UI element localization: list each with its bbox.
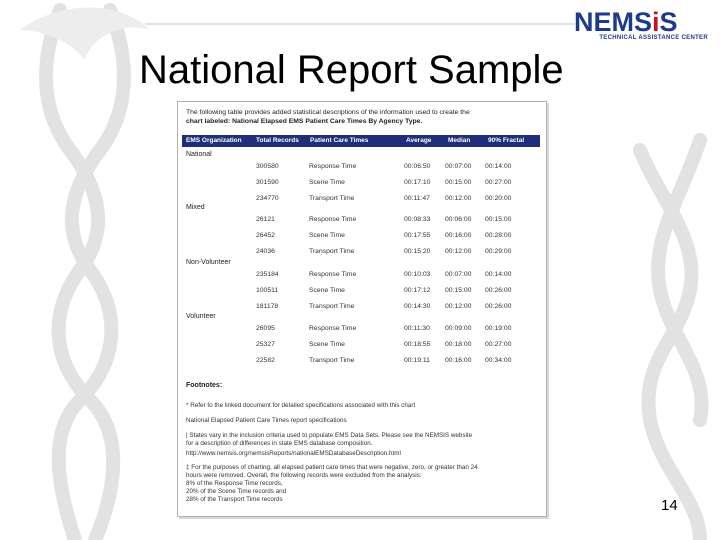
header-rule	[145, 23, 575, 25]
cell-metric: Transport Time	[309, 248, 355, 255]
footnote-dagger	[186, 432, 542, 448]
cell-metric: Response Time	[309, 163, 357, 170]
cell-records: 26452	[256, 232, 275, 239]
slide-title: National Report Sample	[139, 48, 564, 92]
cell-fractal: 00:15:00	[485, 216, 512, 223]
col-header-org: EMS Organization	[186, 137, 242, 144]
exclusion-1: 8% of the Response Time records,	[186, 480, 283, 487]
cell-average: 00:10:03	[404, 271, 431, 278]
cell-median: 00:18:00	[445, 341, 472, 348]
cell-fractal: 00:14:00	[485, 271, 512, 278]
cell-records: 301590	[256, 179, 279, 186]
cell-metric: Scene Time	[309, 287, 345, 294]
cell-average: 00:19:11	[404, 357, 430, 364]
cell-fractal: 00:26:00	[485, 303, 512, 310]
cell-fractal: 00:28:00	[485, 232, 512, 239]
cell-fractal: 00:14:00	[485, 163, 512, 170]
cell-average: 00:17:55	[404, 232, 431, 239]
cell-median: 00:09:00	[445, 325, 472, 332]
cell-average: 00:08:33	[404, 216, 431, 223]
cell-median: 00:06:00	[445, 216, 472, 223]
col-header-median: Median	[448, 137, 471, 144]
cell-metric: Scene Time	[309, 341, 345, 348]
intro-bold: chart labeled: National Elapsed EMS Patient Care Times By Agency Type.	[186, 118, 423, 125]
cell-metric: Transport Time	[309, 357, 355, 364]
group-label: National	[186, 151, 212, 158]
cell-fractal: 00:34:00	[485, 357, 512, 364]
cell-metric: Response Time	[309, 325, 357, 332]
col-header-metric: Patient Care Times	[310, 137, 369, 144]
footnote-ddagger-line-1: ‡ For the purposes of charting, all elapsed patient care times that were negative, zero, or greater than 24	[186, 464, 478, 471]
cell-metric: Transport Time	[309, 303, 355, 310]
cell-median: 00:07:00	[445, 163, 472, 170]
footnote-dagger-line-1: | States vary in the inclusion criteria used to populate EMS Data Sets. Please see the NEMSIS website	[186, 432, 473, 439]
footnotes-heading: Footnotes:	[186, 382, 223, 389]
cell-median: 00:12:00	[445, 195, 472, 202]
footnote-ddagger-line-2: hours were removed. Overall, the following records were excluded from the analysis:	[186, 472, 422, 479]
cell-fractal: 00:27:00	[485, 179, 512, 186]
page-number: 14	[661, 497, 678, 514]
cell-records: 24036	[256, 248, 275, 255]
cell-average: 00:17:10	[404, 179, 431, 186]
col-header-fractal: 90% Fractal	[488, 137, 525, 144]
col-header-records: Total Records	[256, 137, 299, 144]
cell-records: 22582	[256, 357, 275, 364]
group-label: Volunteer	[186, 313, 216, 320]
footnote-ddagger	[186, 464, 542, 504]
logo-text-a: NEMS	[574, 7, 653, 37]
cell-median: 00:16:00	[445, 232, 472, 239]
cell-records: 26121	[256, 216, 275, 223]
cell-fractal: 00:27:00	[485, 341, 512, 348]
cell-average: 00:11:47	[404, 195, 430, 202]
cell-records: 26095	[256, 325, 275, 332]
cell-metric: Scene Time	[309, 179, 345, 186]
cell-average: 00:11:30	[404, 325, 430, 332]
logo-tagline: TECHNICAL ASSISTANCE CENTER	[599, 35, 708, 41]
cell-records: 25327	[256, 341, 275, 348]
database-url[interactable]: http://www.nemsis.org/nemsisReports/nationalEMSDatabaseDescription.html	[186, 450, 401, 457]
col-header-average: Average	[406, 137, 432, 144]
cell-records: 235184	[256, 271, 279, 278]
exclusion-2: 20% of the Scene Time records and	[186, 488, 287, 495]
report-panel	[177, 101, 547, 517]
cell-average: 00:14:30	[404, 303, 431, 310]
cell-median: 00:12:00	[445, 303, 472, 310]
cell-fractal: 00:20:00	[485, 195, 512, 202]
cell-records: 234770	[256, 195, 279, 202]
cell-records: 300580	[256, 163, 279, 170]
group-label: Mixed	[186, 204, 205, 211]
cell-median: 00:16:00	[445, 357, 472, 364]
cell-fractal: 00:19:00	[485, 325, 512, 332]
cell-median: 00:15:00	[445, 179, 472, 186]
intro-line: The following table provides added statistical descriptions of the information used to create the	[186, 109, 470, 116]
logo-text-b: i	[652, 7, 660, 37]
cell-fractal: 00:29:00	[485, 248, 512, 255]
cell-average: 00:06:50	[404, 163, 431, 170]
cell-fractal: 00:26:00	[485, 287, 512, 294]
footnote-dagger-line-2: for a description of differences in state EMS database composition.	[186, 440, 373, 447]
cell-median: 00:15:00	[445, 287, 472, 294]
cell-average: 00:18:55	[404, 341, 431, 348]
cell-metric: Response Time	[309, 271, 357, 278]
exclusion-3: 28% of the Transport Time records	[186, 496, 283, 503]
cell-median: 00:12:00	[445, 248, 472, 255]
cell-metric: Transport Time	[309, 195, 355, 202]
cell-records: 100511	[256, 287, 279, 294]
cell-average: 00:17:12	[404, 287, 431, 294]
cell-metric: Response Time	[309, 216, 357, 223]
cell-average: 00:15:20	[404, 248, 431, 255]
cell-metric: Scene Time	[309, 232, 345, 239]
nemsis-logo	[574, 7, 714, 41]
spec-link[interactable]: National Elapsed Patient Care Times report specifications	[186, 417, 347, 424]
cell-records: 181178	[256, 303, 279, 310]
group-label: Non-Volunteer	[186, 259, 231, 266]
cell-median: 00:07:00	[445, 271, 472, 278]
footnote-star: * Refer to the linked document for detailed specifications associated with this chart	[186, 402, 416, 409]
logo-text-c: S	[659, 7, 678, 37]
